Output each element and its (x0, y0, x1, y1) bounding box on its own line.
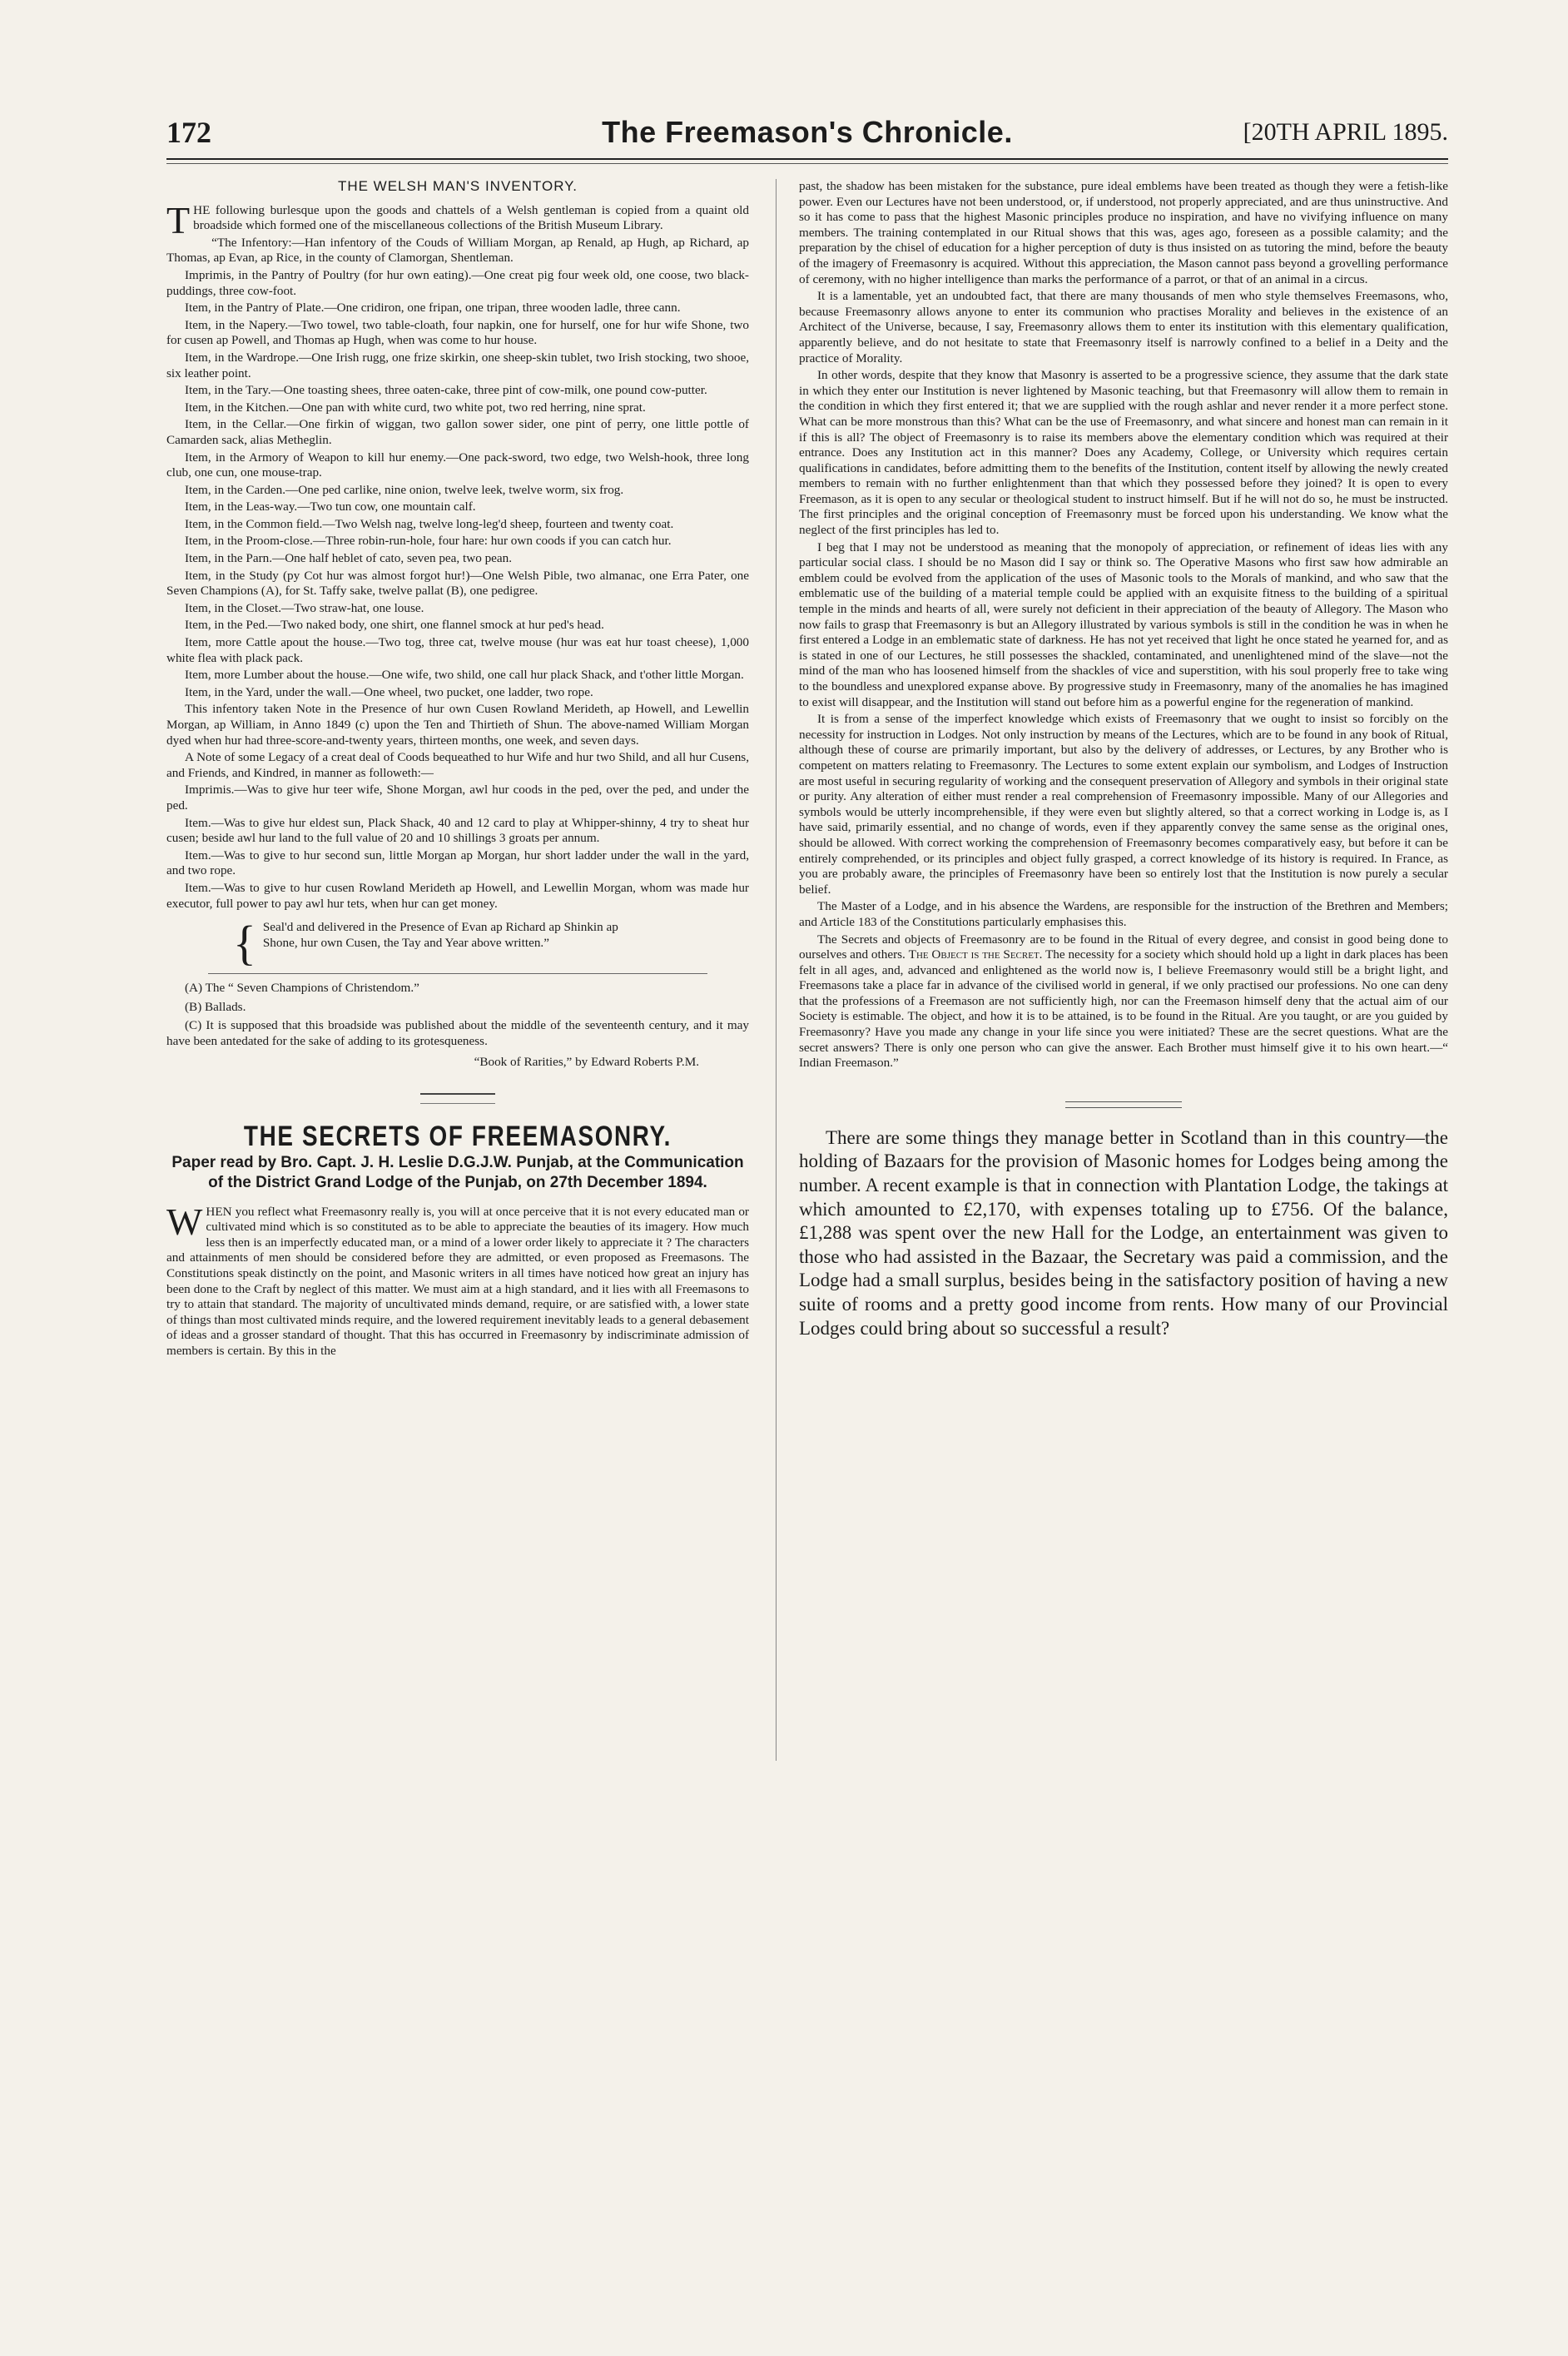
article-paragraph: I beg that I may not be understood as meaning that the monopoly of appreciation, or refinement of ideas lies with any particular social class. I should be no Mason did I say or think so. The Operative Masons who first saw how admirable an emblem could be evolved from the application of the uses of Masonic tools to the Morals of mankind, and who saw that the emblematic use of the building of a material temple could be applied with an exquisite fitness to the building of a spiritual temple in the minds and hearts of all, were surely not deficient in their appreciation of the beauty of Allegory. The Mason who now fails to grasp that Freemasonry is but an Allegory illustrated by various symbols is still in the condition he was in when he first entered a Lodge in an emblematic state of darkness. He has not yet received that light he once stated he yearned for, and as is stated in one of our Lectures, he still possesses the shackled, contaminated, and unenlightened mind of the slave—not the mind of the man who has loosened himself from the shackles of vice and superstition, with his soul properly free to take wing to the boundless and unexplored expanse above. By progressive study in Freemasonry, many of the anomalies he has imagined to exist will disappear, and the Institution will stand out before him as a powerful engine for the regeneration of mankind. (799, 539, 1448, 709)
article-paragraph: In other words, despite that they know that Masonry is asserted to be a progressive science, they assume that the dark state in which they enter our Institution is never lightened by Masonic teaching, but that Freemasonry will allow them to remain in the condition in which they first entered it; that we are supplied with the rough ashlar and never render it a more perfect stone. What can be more monstrous than this? What can be the use of Freemasonry, and what sincere and honest man can remain in it if this is all? The object of Freemasonry is to raise its members above the elementary condition which was required at their entrance. Does any Institution act in this manner? Does any Academy, College, or University which requires certain qualifications in candidates, before admitting them to the benefits of the Institution, content itself by allowing the newly created members to remain with no further enlightenment than that which they possessed before they joined? It is open to every Freemason, as it is open to any secular or theological student to instruct himself. But if he will not do so, he must be instructed. The first principles and the original conception of Freemasonry must be forced upon his understanding. We know what the neglect of the first principles has led to. (799, 368, 1448, 538)
inventory-item: Item, in the Tary.—One toasting shees, three oaten-cake, three pint of cow-milk, one pound cow-putter. (185, 383, 707, 398)
inventory-item: Item, in the Parn.—One half heblet of cato, seven pea, two pean. (185, 551, 513, 566)
secrets-paragraph-text: HEN you reflect what Freemasonry really is, you will at once perceive that it is not every educated man or cultivated mind which is so constituted as to be able to appreciate the beauties of its imagery. How much less then is an imperfectly educated man, or a mind of a lower order likely to appreciate it ? The characters and attainments of men should be considered before they are admitted, or even proposed as Freemasons. The Constitutions speak distinctly on the point, and Masonic writers in all times have noticed how great an injury has been done to the Craft by neglect of this matter. We must aim at a high standard, and it lies with all Freemasons to try to attain that standard. The majority of uncultivated minds demand, require, or are satisfied with, a lower state of things than most cultivated minds require, and the lowered requirement inevitably leads to a general debasement of ideas and a grosser standard of thought. That this has occurred in Freemasonry by indiscriminate admission of members is certain. By this in the (166, 1204, 749, 1359)
section-ornament-right (1065, 1101, 1182, 1108)
inventory-item: Item, more Cattle apout the house.—Two tog, three cat, twelve mouse (hur was eat hur toast cheese), 1,000 white flea with plack pack. (166, 635, 749, 665)
article-paragraph: The Master of a Lodge, and in his absence the Wardens, are responsible for the instruction of the Brethren and Members; and Article 183 of the Constitutions particularly emphasises this. (799, 899, 1448, 929)
issue-date: [20TH APRIL 1895. (1243, 118, 1448, 146)
brace-glyph: { (233, 916, 256, 971)
article-paragraph: past, the shadow has been mistaken for the substance, pure ideal emblems have been treated as though they were a fetish-like power. Even our Lectures have not been understood, or, if understood, not properly appreciated, and are thus uninstructive. And so it has come to pass that the highest Masonic principles produce no inspiration, and have no vivifying influence on many members. The training contemplated in our Ritual shows that this was, ages ago, foreseen as a possible calamity; and the preparation by the chisel of education for a higher perception of duty is thus insisted on as tutoring the mind, before the beauty of the imagery of Freemasonry is acquired. Without this appreciation, the Mason cannot pass beyond a grovelling performance of ceremony, with no higher intelligence than marks the performance of a parrot, or that of an animal in a circus. (799, 179, 1448, 286)
inventory-item: Imprimis.—Was to give hur teer wife, Shone Morgan, awl hur coods in the ped, over the ped, and under the ped. (166, 783, 749, 813)
inventory-intro (166, 198, 749, 241)
footnote: (A) The “ Seven Champions of Christendom.” (185, 981, 419, 996)
seal-text: Seal'd and delivered in the Presence of Evan ap Richard ap Shinkin ap Shone, hur own Cusen, the Tay and Year above written.” (262, 920, 618, 950)
secret-text-start: The Secrets and objects of Freemasonry are to be found in the Ritual of every degree, and consist in good being done to ourselves and others. (799, 932, 1448, 962)
notes-rule (208, 973, 707, 974)
right-column (799, 179, 1448, 1342)
inventory-intro-text: HE following burlesque upon the goods and chattels of a Welsh gentleman is copied from a quaint old broadside which formed one of the miscellaneous collections of the British Museum Library. (193, 202, 749, 233)
secrets-title: THE SECRETS OF FREEMASONRY. (243, 1121, 672, 1153)
inventory-item: Item, in the Napery.—Two towel, two table-cloath, four napkin, one for hurself, one for hur wife Shone, two for cusen ap Powell, and Thomas ap Hugh, when was come to hur house. (166, 317, 749, 348)
seal-block (166, 916, 749, 971)
article-paragraph (799, 932, 1448, 1071)
header-rule (166, 158, 1448, 160)
inventory-item: Item, in the Study (py Cot hur was almost forgot hur!)—One Welsh Pible, two almanac, one Erra Pater, one Seven Champions (A), for St. Taffy sake, twelve pallat (B), one pedigree. (166, 568, 749, 599)
section-ornament (420, 1093, 495, 1104)
scotland-paragraph: There are some things they manage better in Scotland than in this country—the holding of Bazaars for the provision of Masonic homes for Lodges being among the number. A recent example is that in connection with Plantation Lodge, the takings at which amounted to £2,170, with expenses totaling up to £756. Of the balance, £1,288 was spent over the new Hall for the Lodge, an entertainment was given to those who had assisted in the Bazaar, the Secretary was paid a commission, and the Lodge had a small surplus, besides being in the satisfactory position of having a new suite of rooms and a pretty good income from rents. How many of our Provincial Lodges could bring about so successful a result? (799, 1126, 1448, 1339)
inventory-item: This infentory taken Note in the Presence of hur own Cusen Rowland Merideth, ap Howell, and Lewellin Morgan, ap William, in Anno 1849 (c) upon the Ten and Thirtieth of Shun. The above-named William Morgan dyed when hur had three-score-and-twenty years, thirteen months, one week, and seven days. (166, 702, 749, 748)
inventory-item: Item, in the Pantry of Plate.—One cridiron, one fripan, one tripan, three wooden ladle, three cann. (185, 301, 681, 316)
article-paragraph: It is from a sense of the imperfect knowledge which exists of Freemasonry that we ought to insist so forcibly on the necessity for instruction in Lodges. Not only instruction by means of the Lectures, which are to be found in any book of Ritual, although these of course are primarily important, but also by the delivery of addresses, or Lectures, by any Brother who is competent on matters relating to Freemasonry. The Lectures to some extent explain our symbolism, and Lodges of Instruction are most useful in securing regularity of working and the consequent preservation of Allegory and symbols in their original state or purity. Any alteration of either must render a real comprehension of Freemasonry impossible. Many of our Allegories and symbols would be utterly incomprehensible, if they were even but slightly altered, so that a correct working in Lodge is, as I have said, primarily essential, and no change of words, even if they apparently convey the same sense as the original ones, should be allowed. With correct working the comprehension of Freemasonry becomes comparatively easy, but before it can be entirely comprehended, or its principles and object fully grasped, a correct knowledge of its history is required. In France, as you are probably aware, the principles of Freemasonry have been so entirely lost that the Institution is now purely a secular belief. (799, 712, 1448, 897)
inventory-item: Item, in the Wardrope.—One Irish rugg, one frize skirkin, one sheep-skin tublet, two Irish stocking, two shooe, six leather point. (166, 350, 749, 380)
inventory-item: Imprimis, in the Pantry of Poultry (for hur own eating).—One creat pig four week old, one coose, two black-puddings, three cow-foot. (166, 267, 749, 298)
page-header (166, 115, 1448, 155)
footnote: (C) It is supposed that this broadside was published about the middle of the seventeenth century, and it may have been antedated for the sake of adding to its grotesqueness. (166, 1018, 749, 1048)
inventory-item: Item, in the Carden.—One ped carlike, nine onion, twelve leek, twelve worm, six frog. (185, 482, 624, 497)
inventory-item: Item, in the Closet.—Two straw-hat, one louse. (185, 600, 424, 615)
inventory-item: Item, more Lumber about the house.—One wife, two shild, one call hur plack Shack, and t'other little Morgan. (185, 668, 744, 683)
column-divider (776, 179, 777, 1761)
inventory-item: Item, in the Common field.—Two Welsh nag, twelve long-leg'd sheep, fourteen and twenty coat. (185, 516, 674, 531)
inventory-item: Item, in the Yard, under the wall.—One wheel, two pucket, one ladder, two rope. (185, 684, 593, 699)
left-column (166, 179, 749, 1361)
inventory-item: Item, in the Kitchen.—One pan with white curd, two white pot, two red herring, nine sprat. (185, 400, 646, 415)
inventory-title: THE WELSH MAN'S INVENTORY. (337, 178, 578, 194)
page-number: 172 (166, 116, 211, 149)
publication-title: The Freemason's Chronicle. (602, 115, 1013, 149)
secret-text-end: The necessity for a society which should hold up a light in dark places has been felt in all ages, and, advanced and enlightened as the world now is, I believe Freemasonry would still be a bright light, and Freemasons take a place far in advance of the civilised world in general, if we only practised our professions. No one can deny that the professions of a Freemason are not sufficiently high, nor can the Freemason himself deny that the actual aim of our Society is estimable. The object, and how it is to be attained, is to be found in the Ritual. Are you taught, or are you guided by Freemasonry? Have you made any change in your life since you were initiated? These are the secret questions. What are the secret answers? There is only one person who can give the answer. Each Brother must himself give it to his own heart.—“ Indian Freemason.” (799, 947, 1449, 1071)
inventory-item: Item, in the Ped.—Two naked body, one shirt, one flannel smock at hur ped's head. (185, 618, 604, 633)
inventory-item: A Note of some Legacy of a creat deal of Coods bequeathed to hur Wife and hur two Shild, and all hur Cusens, and Friends, and Kindred, in manner as followeth:— (166, 750, 749, 780)
inventory-item: Item, in the Leas-way.—Two tun cow, one mountain calf. (185, 500, 476, 514)
inventory-item: Item, in the Proom-close.—Three robin-run-hole, four hare: hur own coods if you can catch hur. (185, 534, 672, 549)
dropcap-w: W (166, 1200, 203, 1243)
scotland-article (799, 1126, 1448, 1340)
inventory-item: Item, in the Cellar.—One firkin of wiggan, two gallon sower sider, one pint of perry, one little pottle of Camarden sack, alias Metheglin. (166, 417, 749, 447)
inventory-item: “The Infentory:—Han infentory of the Couds of William Morgan, ap Renald, ap Hugh, ap Richard, ap Thomas, ap Evan, ap Rice, in the county of Clamorgan, Shentleman. (166, 235, 749, 266)
paper-byline: Paper read by Bro. Capt. J. H. Leslie D.G.J.W. Punjab, at the Communication of the District Grand Lodge of the Punjab, on 27th December 1894. (171, 1153, 744, 1191)
inventory-item: Item.—Was to give to hur cusen Rowland Merideth ap Howell, and Lewellin Morgan, whom was made hur executor, full power to pay awl hur tets, when hur can get money. (166, 880, 749, 911)
secret-emphasis: The Object is the Secret. (908, 947, 1043, 962)
secrets-paragraph (166, 1200, 749, 1359)
inventory-item: Item.—Was to give to hur second sun, little Morgan ap Morgan, hur short ladder under the wall in the yard, and two rope. (166, 847, 749, 878)
dropcap-t: T (166, 198, 191, 241)
source-credit: “Book of Rarities,” by Edward Roberts P.M. (474, 1054, 699, 1069)
inventory-item: Item, in the Armory of Weapon to kill hur enemy.—One pack-sword, two edge, two Welsh-hook, three long club, one cun, one mouse-trap. (166, 450, 749, 480)
article-paragraph: It is a lamentable, yet an undoubted fact, that there are many thousands of men who style themselves Freemasons, who, because Freemasonry allows anyone to enter its communion who practises Morality and believes in the existence of an Architect of the Universe, because, I say, Freemasonry allows them to enter its institution with this elementary qualification, apparently believe, and do not hesitate to state that Freemasonry itself is narrowly confined to a belief in a Deity and the practice of Morality. (799, 289, 1448, 365)
inventory-item: Item.—Was to give hur eldest sun, Plack Shack, 40 and 12 card to play at Whipper-shinny, 4 try to sheat hur cusen; beside awl hur land to the full value of 20 and 10 shillings 3 groats per annum. (166, 815, 749, 846)
header-rule-thin (166, 163, 1448, 164)
footnote: (B) Ballads. (185, 999, 246, 1014)
